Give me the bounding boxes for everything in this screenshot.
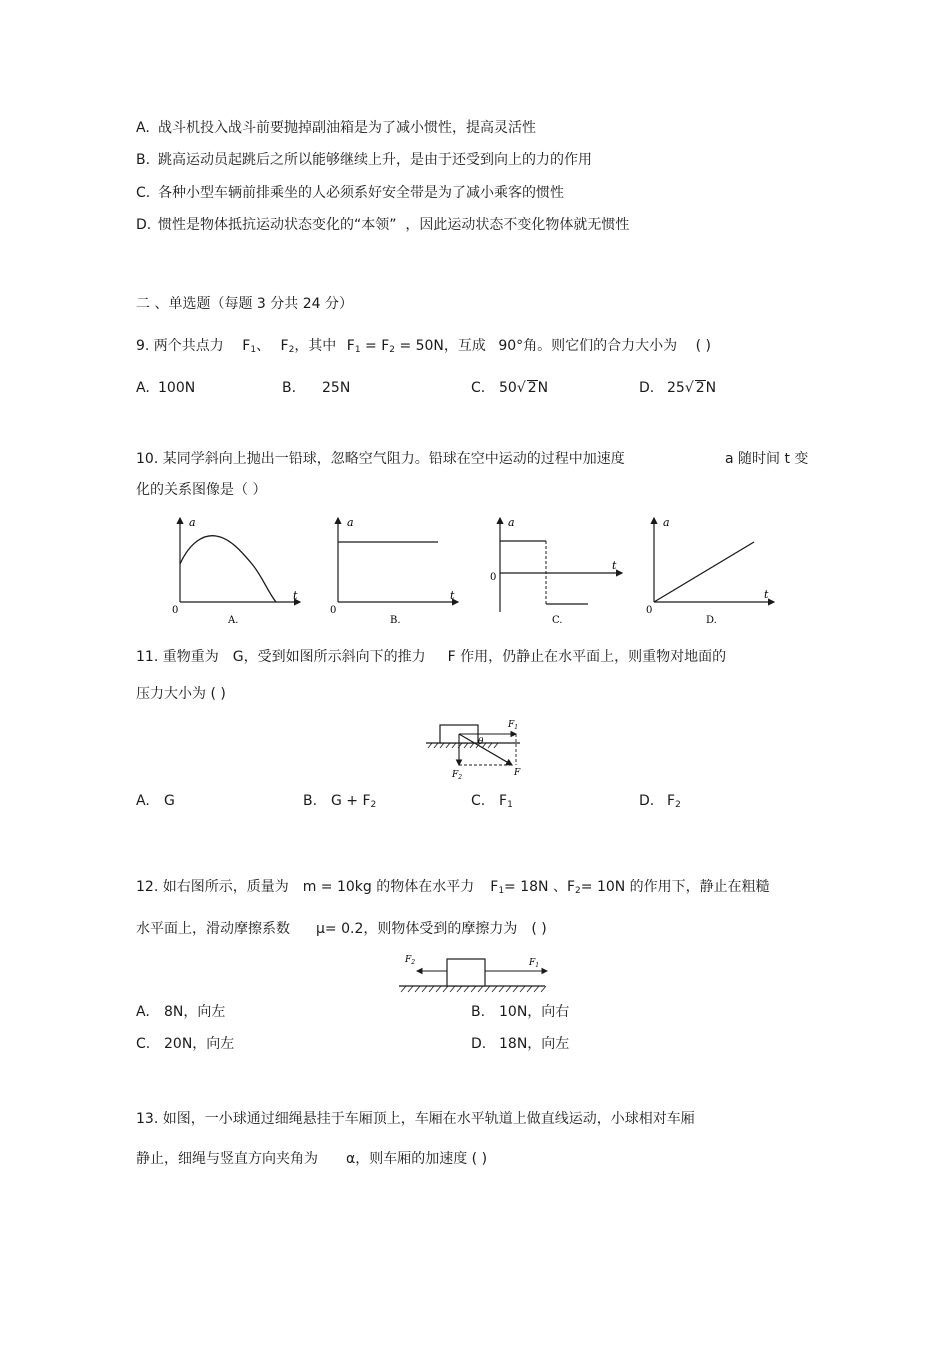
option-text: 25N	[322, 380, 351, 396]
q13-stem-line2	[136, 1150, 487, 1168]
q9-text: 9. 两个共点力	[136, 338, 224, 354]
option-key: A.	[136, 120, 150, 136]
f2-label: $F_2$	[452, 770, 463, 781]
q11-option-d	[639, 791, 681, 815]
option-text: G + F	[331, 793, 371, 809]
q12-blank: ( )	[531, 921, 547, 937]
linear-line	[654, 542, 754, 602]
axis-label-a: a	[189, 516, 196, 529]
ground-hatch	[401, 986, 546, 992]
q12-figure	[395, 952, 555, 997]
option-key: B.	[303, 793, 318, 809]
option-sub: 2	[370, 800, 377, 810]
option-sub: 1	[507, 800, 513, 810]
axis-label-a: a	[508, 516, 515, 529]
q8-option-c	[136, 183, 564, 203]
q9-sub: 1	[354, 345, 361, 355]
option-key: C.	[136, 185, 151, 201]
q9-text: F	[346, 338, 355, 354]
graph-label: A.	[228, 615, 239, 626]
q11-text: G，受到如图所示斜向下的推力	[232, 649, 426, 665]
q12-text: = 10N 的作用下，静止在粗糙	[580, 879, 770, 895]
q9-sub: 2	[389, 345, 395, 355]
origin-label: 0	[490, 572, 497, 583]
f-label: F	[514, 768, 521, 778]
graph-label: B.	[390, 615, 401, 626]
q12-sub: 1	[498, 886, 505, 896]
force-f-arrow	[459, 734, 512, 765]
q8-option-a	[136, 118, 536, 138]
option-text: F	[499, 793, 508, 809]
option-text: 惯性是物体抵抗运动状态变化的“本领” ，因此运动状态不变化物体就无惯性	[158, 217, 630, 233]
sqrt-icon: √	[516, 380, 526, 396]
origin-label: 0	[330, 605, 337, 616]
q12-text: F	[490, 879, 499, 895]
q9-text: 90°角。则它们的合力大小为	[498, 338, 678, 354]
option-key: D.	[136, 217, 152, 233]
option-key: B.	[136, 152, 151, 168]
option-text: N	[537, 380, 549, 396]
option-text: 战斗机投入战斗前要抛掉副油箱是为了减小惯性，提高灵活性	[158, 120, 536, 136]
section-heading: 二 、单选题（每题 3 分共 24 分）	[136, 296, 353, 312]
option-sub: 2	[675, 800, 681, 810]
axis-label-t: t	[450, 589, 455, 602]
q12-stem-line1	[136, 878, 770, 900]
q8-option-b	[136, 150, 592, 170]
q13-text: α，则车厢的加速度 ( )	[346, 1151, 488, 1167]
q9-sub: 2	[288, 345, 295, 355]
option-key: B.	[282, 380, 297, 396]
q10-stem-line1-tail: a 随时间 t 变	[725, 451, 809, 467]
option-key: C.	[471, 793, 486, 809]
option-text: 各种小型车辆前排乘坐的人必须系好安全带是为了减小乘客的惯性	[158, 185, 564, 201]
option-key: B.	[471, 1004, 486, 1020]
q9-option-a	[136, 378, 195, 398]
q10-graph-d	[642, 512, 782, 627]
option-key: A.	[136, 1004, 150, 1020]
q9-text: 、	[256, 338, 271, 354]
option-text: N	[705, 380, 717, 396]
q9-text: ，其中	[294, 338, 337, 354]
q10-stem-line1: 10. 某同学斜向上抛出一铅球，忽略空气阻力。铅球在空中运动的过程中加速度	[136, 451, 625, 467]
option-text: 10N，向右	[499, 1004, 570, 1020]
q11-figure	[420, 715, 535, 785]
axis-label-t: t	[293, 589, 298, 602]
option-key: A.	[136, 793, 150, 809]
option-text: F	[667, 793, 676, 809]
option-key: C.	[136, 1036, 151, 1052]
q8-option-d	[136, 215, 629, 235]
q9-text: F	[242, 338, 251, 354]
q12-sub: 2	[575, 886, 581, 896]
q13-text: 静止，细绳与竖直方向夹角为	[136, 1151, 318, 1167]
q9-option-b	[282, 378, 350, 398]
q12-option-b	[471, 1002, 569, 1022]
block	[447, 959, 485, 986]
q11-text: 11. 重物重为	[136, 649, 219, 665]
q11-stem-line1	[136, 648, 726, 666]
q13-stem-line1: 13. 如图，一小球通过细绳悬挂于车厢顶上，车厢在水平轨道上做直线运动，小球相对车厢	[136, 1111, 695, 1127]
axis-label-t: t	[764, 588, 769, 601]
q12-text: = 18N 、F	[504, 879, 576, 895]
origin-label: 0	[646, 605, 653, 616]
q9-option-d	[639, 378, 716, 398]
radicand: 2	[527, 380, 537, 396]
q9-sub: 1	[250, 345, 257, 355]
graph-label: D.	[706, 615, 717, 626]
axis-label-a: a	[663, 516, 670, 529]
q12-option-c	[136, 1034, 234, 1054]
q12-option-d	[471, 1034, 569, 1054]
option-text: 25	[667, 380, 685, 396]
f1-label: $F_1$	[529, 958, 540, 969]
q9-text: = F	[365, 338, 390, 354]
q11-option-a	[136, 791, 175, 811]
option-text: 8N，向左	[164, 1004, 226, 1020]
curve	[180, 536, 276, 602]
q9-text: = 50N，互成	[399, 338, 486, 354]
option-key: D.	[639, 793, 655, 809]
radicand: 2	[695, 380, 705, 396]
option-text: 50	[499, 380, 517, 396]
q12-text: 12. 如右图所示，质量为	[136, 879, 289, 895]
q11-stem-line2: 压力大小为 ( )	[136, 686, 226, 702]
q10-graph-b	[326, 512, 466, 627]
q9-text: F	[280, 338, 289, 354]
sqrt-icon: √	[684, 380, 694, 396]
axis-label-a: a	[347, 516, 354, 529]
q10-graph-a	[168, 512, 308, 627]
q9-blank: ( )	[695, 338, 712, 354]
q9-option-c	[471, 378, 548, 398]
q12-option-a	[136, 1002, 225, 1022]
q10-stem-line2: 化的关系图像是（ ）	[136, 482, 267, 498]
option-text: 18N，向左	[499, 1036, 570, 1052]
q10-graph-c	[486, 512, 631, 627]
f1-label: $F_1$	[508, 720, 519, 731]
option-key: D.	[471, 1036, 487, 1052]
f2-label: $F_2$	[405, 955, 416, 966]
q9-stem	[136, 337, 711, 359]
q12-text: m = 10kg 的物体在水平力	[302, 879, 475, 895]
q11-option-b	[303, 791, 376, 815]
q12-text: 水平面上，滑动摩擦系数	[136, 921, 290, 937]
axis-label-t: t	[612, 559, 617, 572]
option-key: C.	[471, 380, 486, 396]
option-text: 20N，向左	[164, 1036, 235, 1052]
ground-hatch	[428, 743, 498, 748]
q12-stem-line2	[136, 920, 547, 938]
option-key: D.	[639, 380, 655, 396]
q11-text: F 作用，仍静止在水平面上，则重物对地面的	[447, 649, 727, 665]
theta-label: θ	[478, 737, 484, 747]
option-key: A.	[136, 380, 150, 396]
origin-label: 0	[172, 605, 179, 616]
graph-label: C.	[552, 615, 563, 626]
q11-option-c	[471, 791, 513, 815]
q12-text: μ= 0.2，则物体受到的摩擦力为	[316, 921, 518, 937]
option-text: 100N	[158, 380, 196, 396]
option-text: 跳高运动员起跳后之所以能够继续上升，是由于还受到向上的力的作用	[158, 152, 592, 168]
option-text: G	[164, 793, 175, 809]
